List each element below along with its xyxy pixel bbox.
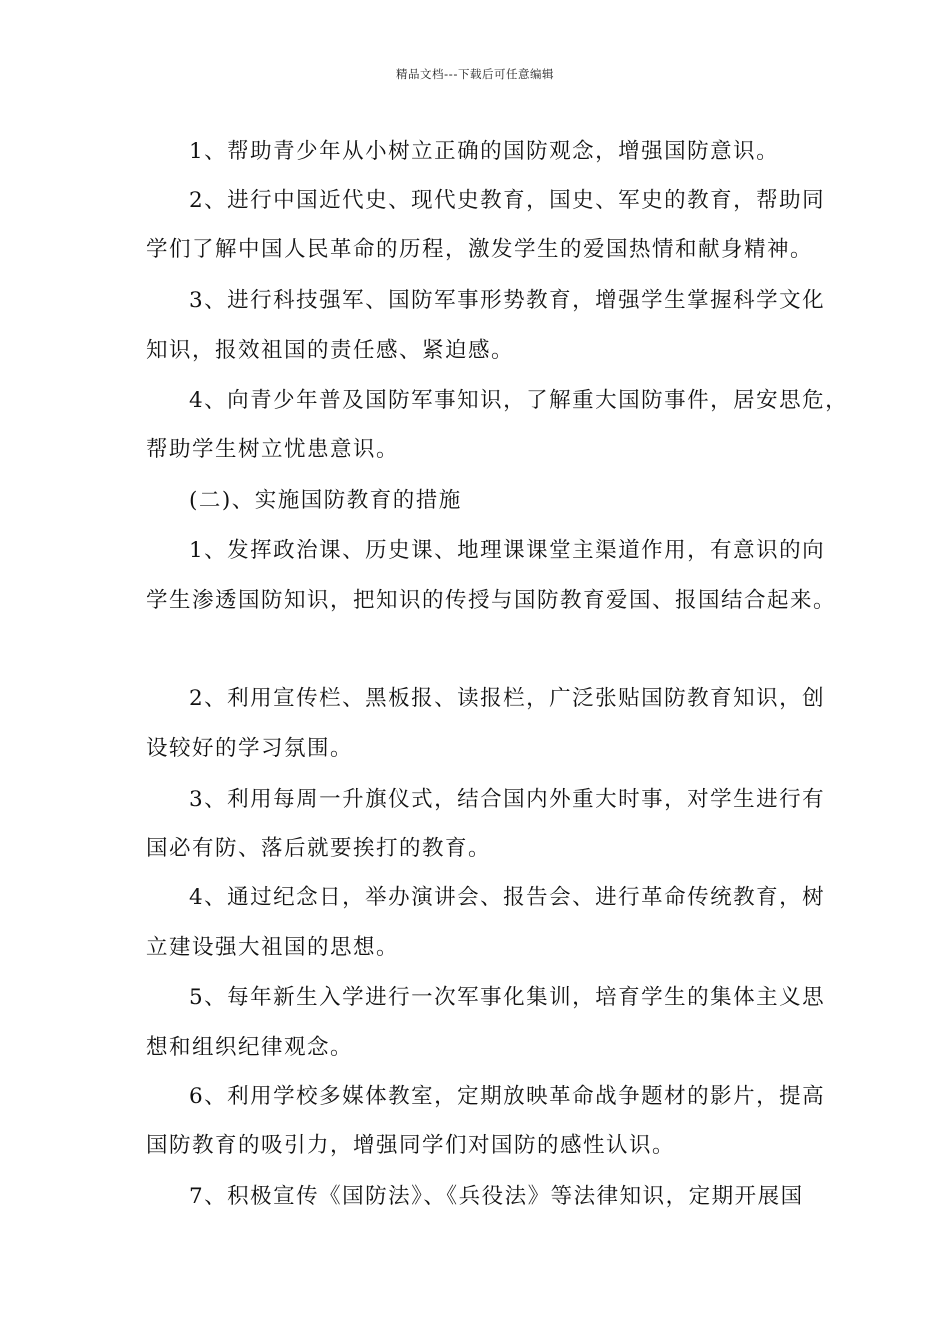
text-line: 立建设强大祖国的思想。 (146, 935, 400, 960)
text-line: 国必有防、落后就要挨打的教育。 (146, 836, 492, 861)
text-line: 想和组织纪律观念。 (146, 1035, 354, 1060)
text-line: 学们了解中国人民革命的历程，激发学生的爱国热情和献身精神。 (146, 237, 814, 262)
text-line: 2、进行中国近代史、现代史教育，国史、军史的教育，帮助同 (189, 188, 826, 213)
text-line: 知识，报效祖国的责任感、紧迫感。 (146, 338, 515, 363)
text-line: 学生渗透国防知识，把知识的传授与国防教育爱国、报国结合起来。 (146, 588, 837, 613)
text-line: 设较好的学习氛围。 (146, 736, 354, 761)
text-line: 国防教育的吸引力，增强同学们对国防的感性认识。 (146, 1133, 676, 1158)
text-line: 6、利用学校多媒体教室，定期放映革命战争题材的影片，提高 (189, 1084, 826, 1109)
text-line: 3、进行科技强军、国防军事形势教育，增强学生掌握科学文化 (189, 288, 826, 313)
text-line: 4、向青少年普及国防军事知识，了解重大国防事件，居安思危， (189, 388, 849, 413)
text-line: 4、通过纪念日，举办演讲会、报告会、进行革命传统教育，树 (189, 885, 826, 910)
text-line: 1、帮助青少年从小树立正确的国防观念，增强国防意识。 (189, 139, 780, 164)
text-line: 2、利用宣传栏、黑板报、读报栏，广泛张贴国防教育知识，创 (189, 686, 826, 711)
page-header: 精品文档---下载后可任意编辑 (396, 67, 554, 81)
text-line: 1、发挥政治课、历史课、地理课课堂主渠道作用，有意识的向 (189, 538, 826, 563)
text-line: 3、利用每周一升旗仪式，结合国内外重大时事，对学生进行有 (189, 787, 826, 812)
text-line: 帮助学生树立忧患意识。 (146, 437, 400, 462)
text-line: 7、积极宣传《国防法》、《兵役法》等法律知识，定期开展国 (189, 1184, 804, 1209)
section-heading: (二)、实施国防教育的措施 (189, 488, 462, 513)
text-line: 5、每年新生入学进行一次军事化集训，培育学生的集体主义思 (189, 985, 826, 1010)
